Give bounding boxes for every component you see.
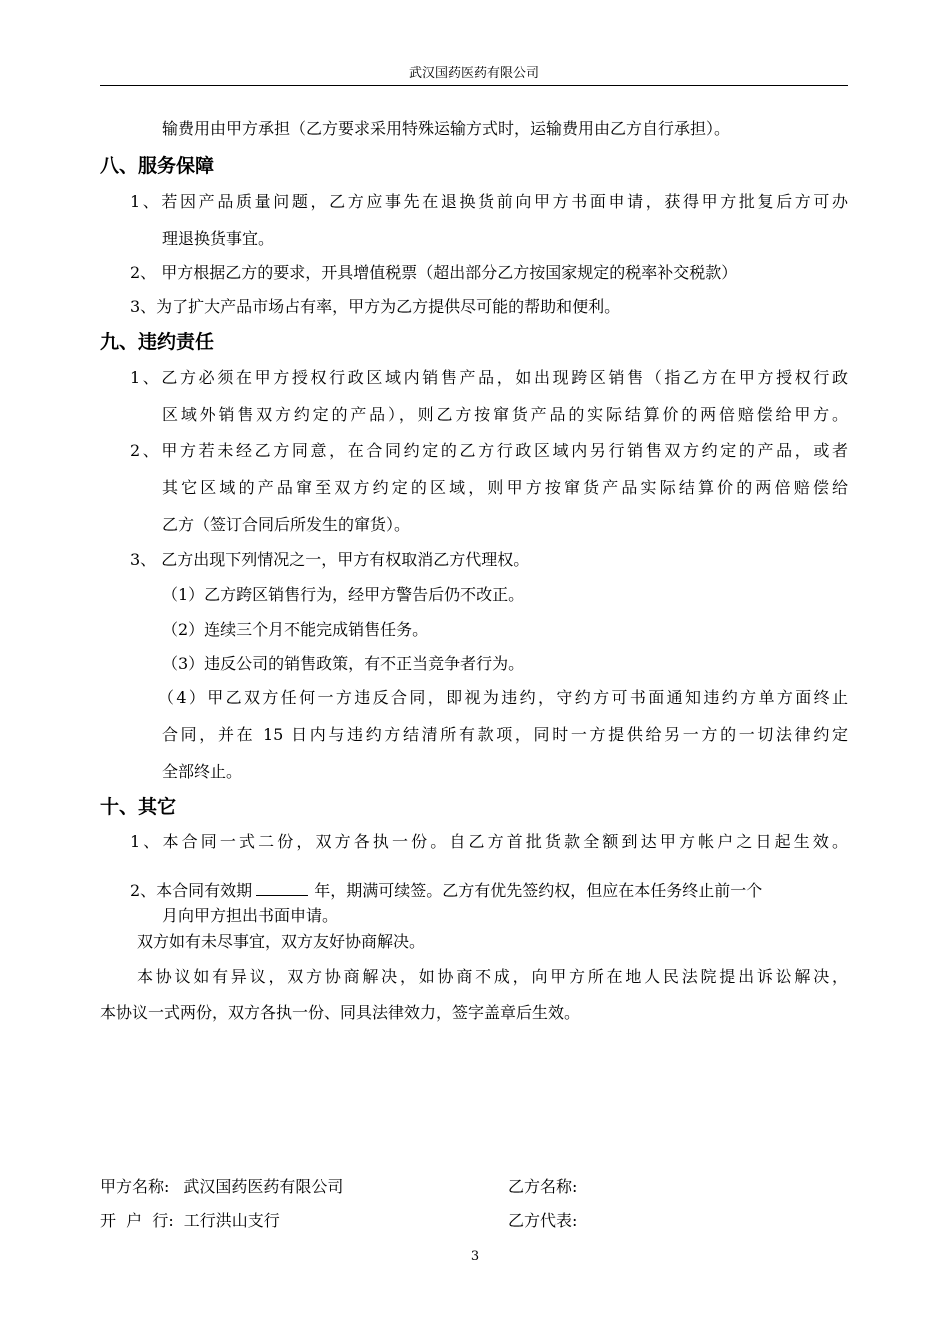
section-8-heading: 八、服务保障 xyxy=(100,155,215,177)
section-9-heading: 九、违约责任 xyxy=(100,331,215,353)
section-9-item-1-line-1: 1、乙方必须在甲方授权行政区域内销售产品，如出现跨区销售（指乙方在甲方授权行政 xyxy=(130,368,848,387)
section-8-item-3: 3、为了扩大产品市场占有率，甲方为乙方提供尽可能的帮助和便利。 xyxy=(130,297,621,316)
section-9-sub-2: （2）连续三个月不能完成销售任务。 xyxy=(162,620,429,639)
section-9-sub-4-line-2: 合同，并在 15 日内与违约方结清所有款项，同时一方提供给另一方的一切法律约定 xyxy=(162,725,848,744)
agreement-line-1: 本协议如有异议，双方协商解决，如协商不成，向甲方所在地人民法院提出诉讼解决， xyxy=(137,967,848,986)
agreement-line-2: 本协议一式两份，双方各执一份、同具法律效力，签字盖章后生效。 xyxy=(100,1003,581,1022)
section-9-sub-4-line-1: （4）甲乙双方任何一方违反合同，即视为违约，守约方可书面通知违约方单方面终止 xyxy=(158,688,848,707)
section-10-item-1: 1、本合同一式二份，双方各执一份。自乙方首批货款全额到达甲方帐户之日起生效。 xyxy=(130,832,848,851)
section-8-item-1-line-2: 理退换货事宜。 xyxy=(162,229,275,248)
section-9-item-2-line-2: 其它区域的产品窜至双方约定的区域，则甲方按窜货产品实际结算价的两倍赔偿给 xyxy=(162,478,848,497)
party-a-label: 甲方名称: xyxy=(100,1177,170,1196)
section-10-item-2-prefix: 2、本合同有效期 xyxy=(130,881,253,900)
section-8-item-1-line-1: 1、若因产品质量问题，乙方应事先在退换货前向甲方书面申请，获得甲方批复后方可办 xyxy=(130,192,848,211)
section-9-item-2-line-3: 乙方（签订合同后所发生的窜货）。 xyxy=(162,515,411,534)
section-9-item-3: 3、 乙方出现下列情况之一，甲方有权取消乙方代理权。 xyxy=(130,550,530,569)
section-10-item-2-line-1 xyxy=(130,880,762,902)
bank-label: 开 户 行: xyxy=(100,1211,174,1230)
section-10-item-2-line-2: 月向甲方担出书面申请。 xyxy=(162,906,339,925)
section-9-sub-1: （1）乙方跨区销售行为，经甲方警告后仍不改正。 xyxy=(162,585,525,604)
section-10-item-2-suffix: 年，期满可续签。乙方有优先签约权，但应在本任务终止前一个 xyxy=(314,881,763,900)
section-9-item-2-line-1: 2、甲方若未经乙方同意，在合同约定的乙方行政区域内另行销售双方约定的产品，或者 xyxy=(130,441,848,460)
bank-name: 工行洪山支行 xyxy=(183,1211,280,1230)
header-rule xyxy=(100,85,848,86)
bank-row xyxy=(100,1210,280,1232)
section-10-item-3: 双方如有未尽事宜，双方友好协商解决。 xyxy=(137,932,426,951)
party-a-row xyxy=(100,1176,343,1198)
section-9-sub-4-line-3: 全部终止。 xyxy=(162,762,243,781)
continuation-text: 输费用由甲方承担（乙方要求采用特殊运输方式时，运输费用由乙方自行承担）。 xyxy=(162,119,731,138)
section-10-heading: 十、其它 xyxy=(100,796,177,818)
section-9-item-1-line-2: 区域外销售双方约定的产品），则乙方按窜货产品的实际结算价的两倍赔偿给甲方。 xyxy=(162,405,848,424)
party-a-name: 武汉国药医药有限公司 xyxy=(183,1177,344,1196)
term-years-blank xyxy=(256,881,308,896)
page-number: 3 xyxy=(470,1249,480,1264)
section-9-sub-3: （3）违反公司的销售政策，有不正当竞争者行为。 xyxy=(162,654,525,673)
party-b-label: 乙方名称: xyxy=(508,1177,578,1196)
party-b-rep-label: 乙方代表: xyxy=(508,1211,578,1230)
section-8-item-2: 2、 甲方根据乙方的要求，开具增值税票（超出部分乙方按国家规定的税率补交税款） xyxy=(130,263,738,282)
page-header: 武汉国药医药有限公司 xyxy=(408,66,539,81)
